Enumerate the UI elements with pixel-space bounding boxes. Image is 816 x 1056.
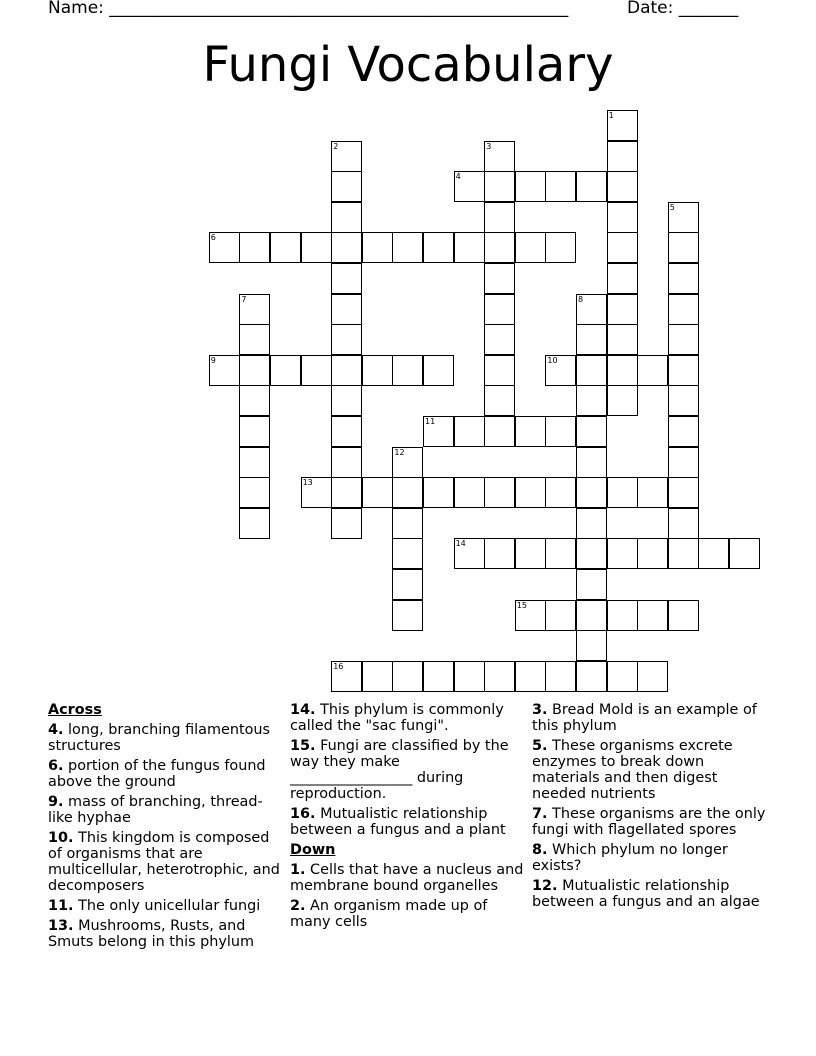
crossword-cell[interactable] xyxy=(362,355,393,386)
crossword-cell[interactable] xyxy=(454,232,485,263)
crossword-cell[interactable] xyxy=(331,447,362,478)
crossword-cell[interactable] xyxy=(545,171,576,202)
crossword-cell[interactable] xyxy=(515,661,546,692)
crossword-cell[interactable] xyxy=(331,202,362,233)
clue-item-text: An organism made up of many cells xyxy=(290,898,488,930)
crossword-cell[interactable] xyxy=(392,538,423,569)
crossword-cell[interactable] xyxy=(392,600,423,631)
clue-item xyxy=(532,702,768,734)
crossword-cell[interactable] xyxy=(545,600,576,631)
crossword-cell[interactable] xyxy=(515,600,546,631)
crossword-cell[interactable] xyxy=(423,416,454,447)
crossword-cell[interactable] xyxy=(637,600,668,631)
clue-item xyxy=(290,806,526,838)
clue-item-text: Which phylum no longer exists? xyxy=(532,842,728,874)
clue-item xyxy=(48,898,284,914)
clue-item-number: 15. xyxy=(290,738,316,754)
clue-number: 14 xyxy=(455,539,466,549)
crossword-cell[interactable] xyxy=(515,171,546,202)
crossword-cell[interactable] xyxy=(668,538,699,569)
clue-item-text: Mutualistic relationship between a fungus and a plant xyxy=(290,806,506,838)
crossword-cell[interactable] xyxy=(331,477,362,508)
clue-number: 15 xyxy=(516,600,527,610)
crossword-cell[interactable] xyxy=(668,447,699,478)
crossword-cell[interactable] xyxy=(668,324,699,355)
clue-item-number: 9. xyxy=(48,794,64,810)
name-line: Name: ______________________________________________________ xyxy=(48,0,569,18)
crossword-cell[interactable] xyxy=(576,569,607,600)
crossword-cell[interactable] xyxy=(392,355,423,386)
crossword-cell[interactable] xyxy=(423,232,454,263)
crossword-cell[interactable] xyxy=(484,661,515,692)
crossword-cell[interactable] xyxy=(576,324,607,355)
clue-item-text: portion of the fungus found above the ground xyxy=(48,758,266,790)
crossword-cell[interactable] xyxy=(576,416,607,447)
crossword-cell[interactable] xyxy=(607,141,638,172)
crossword-cell[interactable] xyxy=(576,447,607,478)
crossword-cell[interactable] xyxy=(484,385,515,416)
clue-item-number: 5. xyxy=(532,738,548,754)
clue-item-number: 4. xyxy=(48,722,64,738)
crossword-cell[interactable] xyxy=(239,508,270,539)
clue-item-number: 10. xyxy=(48,830,74,846)
crossword-cell[interactable] xyxy=(362,661,393,692)
crossword-cell[interactable] xyxy=(576,630,607,661)
clue-item xyxy=(290,738,526,802)
crossword-cell[interactable] xyxy=(239,416,270,447)
crossword-cell[interactable] xyxy=(545,538,576,569)
clue-item xyxy=(290,702,526,734)
crossword-cell[interactable] xyxy=(392,232,423,263)
crossword-cell[interactable] xyxy=(607,232,638,263)
crossword-cell[interactable] xyxy=(637,538,668,569)
crossword-cell[interactable] xyxy=(301,355,332,386)
down-clue-list-continued xyxy=(532,702,768,910)
crossword-cell[interactable] xyxy=(576,171,607,202)
crossword-cell[interactable] xyxy=(607,477,638,508)
crossword-cell[interactable] xyxy=(331,508,362,539)
crossword-cell[interactable] xyxy=(607,385,638,416)
crossword-cell[interactable] xyxy=(484,355,515,386)
clue-item-number: 8. xyxy=(532,842,548,858)
crossword-cell[interactable] xyxy=(576,538,607,569)
crossword-cell[interactable] xyxy=(484,263,515,294)
crossword-cell[interactable] xyxy=(331,385,362,416)
clue-number: 16 xyxy=(333,661,344,671)
crossword-cell[interactable] xyxy=(484,294,515,325)
crossword-cell[interactable] xyxy=(607,294,638,325)
crossword-cell[interactable] xyxy=(515,538,546,569)
crossword-cell[interactable] xyxy=(239,477,270,508)
crossword-cell[interactable] xyxy=(301,232,332,263)
page-title: Fungi Vocabulary xyxy=(202,37,614,93)
crossword-cell[interactable] xyxy=(423,355,454,386)
across-heading: Across xyxy=(48,702,102,718)
crossword-cell[interactable] xyxy=(454,477,485,508)
clue-item-text: Cells that have a nucleus and membrane bound organelles xyxy=(290,862,524,894)
crossword-cell[interactable] xyxy=(270,232,301,263)
crossword-cell[interactable] xyxy=(392,477,423,508)
crossword-cell[interactable] xyxy=(239,294,270,325)
crossword-cell[interactable] xyxy=(239,447,270,478)
crossword-cell[interactable] xyxy=(515,232,546,263)
crossword-cell[interactable] xyxy=(484,538,515,569)
clue-item xyxy=(290,898,526,930)
crossword-cell[interactable] xyxy=(362,232,393,263)
crossword-cell[interactable] xyxy=(423,477,454,508)
clue-item xyxy=(532,806,768,838)
crossword-cell[interactable] xyxy=(668,263,699,294)
crossword-cell[interactable] xyxy=(484,324,515,355)
crossword-cell[interactable] xyxy=(454,661,485,692)
crossword-cell[interactable] xyxy=(392,569,423,600)
clue-item xyxy=(48,758,284,790)
clue-number: 13 xyxy=(302,478,313,488)
across-clue-list-continued xyxy=(290,702,526,838)
crossword-cell[interactable] xyxy=(607,263,638,294)
clue-item xyxy=(532,738,768,802)
crossword-cell[interactable] xyxy=(392,661,423,692)
crossword-cell[interactable] xyxy=(576,661,607,692)
clue-item-text: The only unicellular fungi xyxy=(73,898,261,914)
crossword-cell[interactable] xyxy=(607,324,638,355)
clue-item xyxy=(48,830,284,894)
clue-item-number: 7. xyxy=(532,806,548,822)
crossword-cell[interactable] xyxy=(545,661,576,692)
clue-item-text: Mutualistic relationship between a fungus and an algae xyxy=(532,878,760,910)
clue-item-text: This phylum is commonly called the "sac fungi". xyxy=(290,702,504,734)
clue-number: 7 xyxy=(241,294,247,304)
crossword-cell[interactable] xyxy=(484,202,515,233)
clue-item-number: 6. xyxy=(48,758,64,774)
clue-item-number: 16. xyxy=(290,806,316,822)
crossword-cell[interactable] xyxy=(392,447,423,478)
crossword-cell[interactable] xyxy=(331,294,362,325)
clue-item-number: 11. xyxy=(48,898,74,914)
crossword-cell[interactable] xyxy=(637,355,668,386)
crossword-cell[interactable] xyxy=(576,355,607,386)
crossword-cell[interactable] xyxy=(545,232,576,263)
clue-number: 5 xyxy=(669,202,675,212)
crossword-cell[interactable] xyxy=(331,232,362,263)
crossword-cell[interactable] xyxy=(209,232,240,263)
clue-item-text: Bread Mold is an example of this phylum xyxy=(532,702,757,734)
clue-number: 9 xyxy=(210,355,216,365)
crossword-cell[interactable] xyxy=(576,600,607,631)
clue-item-text: Fungi are classified by the way they make _________________ during reproduction. xyxy=(290,738,509,802)
clues-column-3 xyxy=(532,702,768,914)
crossword-cell[interactable] xyxy=(607,661,638,692)
crossword-cell[interactable] xyxy=(331,324,362,355)
crossword-cell[interactable] xyxy=(668,385,699,416)
across-clue-list xyxy=(48,722,284,950)
crossword-cell[interactable] xyxy=(239,232,270,263)
crossword-cell[interactable] xyxy=(607,600,638,631)
clue-item-text: These organisms excrete enzymes to break down materials and then digest needed nutrients xyxy=(532,738,733,802)
clues-column-1 xyxy=(48,702,284,954)
clue-item xyxy=(290,862,526,894)
crossword-cell[interactable] xyxy=(239,324,270,355)
crossword-cell[interactable] xyxy=(362,477,393,508)
clue-item-number: 1. xyxy=(290,862,306,878)
crossword-cell[interactable] xyxy=(637,477,668,508)
crossword-cell[interactable] xyxy=(454,171,485,202)
clue-number: 12 xyxy=(394,447,405,457)
crossword-cell[interactable] xyxy=(545,477,576,508)
crossword-cell[interactable] xyxy=(209,355,240,386)
clue-number: 2 xyxy=(333,141,339,151)
crossword-cell[interactable] xyxy=(668,600,699,631)
crossword-cell[interactable] xyxy=(607,538,638,569)
crossword-cell[interactable] xyxy=(239,385,270,416)
down-heading: Down xyxy=(290,842,336,858)
crossword-cell[interactable] xyxy=(515,477,546,508)
crossword-cell[interactable] xyxy=(484,141,515,172)
crossword-cell[interactable] xyxy=(607,171,638,202)
clue-number: 6 xyxy=(210,233,216,243)
crossword-cell[interactable] xyxy=(270,355,301,386)
crossword-cell[interactable] xyxy=(331,171,362,202)
crossword-cell[interactable] xyxy=(607,355,638,386)
crossword-cell[interactable] xyxy=(545,416,576,447)
clue-item xyxy=(532,878,768,910)
crossword-cell[interactable] xyxy=(545,355,576,386)
crossword-cell[interactable] xyxy=(607,110,638,141)
clues-column-2 xyxy=(290,702,526,934)
clue-item xyxy=(48,918,284,950)
crossword-cell[interactable] xyxy=(484,171,515,202)
clue-number: 3 xyxy=(486,141,492,151)
crossword-cell[interactable] xyxy=(454,538,485,569)
clue-number: 10 xyxy=(547,355,558,365)
crossword-cell[interactable] xyxy=(331,661,362,692)
clue-item-number: 2. xyxy=(290,898,306,914)
clue-number: 8 xyxy=(578,294,584,304)
clue-number: 11 xyxy=(425,417,436,426)
crossword-cell[interactable] xyxy=(668,294,699,325)
crossword-cell[interactable] xyxy=(576,385,607,416)
crossword-cell[interactable] xyxy=(331,355,362,386)
clue-item-text: Mushrooms, Rusts, and Smuts belong in this phylum xyxy=(48,918,255,950)
clue-item xyxy=(48,794,284,826)
crossword-cell[interactable] xyxy=(637,661,668,692)
clue-item-text: This kingdom is composed of organisms that are multicellular, heterotrophic, and decomposers xyxy=(48,830,280,894)
clue-item-number: 12. xyxy=(532,878,558,894)
clue-item-text: long, branching filamentous structures xyxy=(48,722,271,754)
clue-item-number: 14. xyxy=(290,702,316,718)
crossword-cell[interactable] xyxy=(331,263,362,294)
crossword-cell[interactable] xyxy=(392,508,423,539)
crossword-cell[interactable] xyxy=(668,508,699,539)
clue-item-number: 13. xyxy=(48,918,74,934)
crossword-cell[interactable] xyxy=(607,202,638,233)
crossword-cell[interactable] xyxy=(668,355,699,386)
crossword-cell[interactable] xyxy=(576,294,607,325)
date-line: Date: _______ xyxy=(627,0,739,18)
crossword-cell[interactable] xyxy=(576,508,607,539)
crossword-cell[interactable] xyxy=(668,477,699,508)
clue-item xyxy=(48,722,284,754)
crossword-cell[interactable] xyxy=(515,416,546,447)
clue-number: 4 xyxy=(455,172,461,182)
crossword-cell[interactable] xyxy=(484,232,515,263)
clue-item-number: 3. xyxy=(532,702,548,718)
crossword-cell[interactable] xyxy=(698,538,729,569)
crossword-cell[interactable] xyxy=(454,416,485,447)
clue-number: 1 xyxy=(608,111,614,120)
crossword-cell[interactable] xyxy=(423,661,454,692)
clue-item-text: These organisms are the only fungi with flagellated spores xyxy=(532,806,766,838)
crossword-cell[interactable] xyxy=(331,416,362,447)
crossword-cell[interactable] xyxy=(729,538,760,569)
crossword-cell[interactable] xyxy=(668,202,699,233)
crossword-cell[interactable] xyxy=(331,141,362,172)
crossword-cell[interactable] xyxy=(484,477,515,508)
crossword-cell[interactable] xyxy=(239,355,270,386)
crossword-cell[interactable] xyxy=(668,232,699,263)
crossword-cell[interactable] xyxy=(301,477,332,508)
clue-item-text: mass of branching, thread-like hyphae xyxy=(48,794,263,826)
crossword-cell[interactable] xyxy=(668,416,699,447)
clue-item xyxy=(532,842,768,874)
down-clue-list xyxy=(290,862,526,930)
crossword-cell[interactable] xyxy=(576,477,607,508)
crossword-cell[interactable] xyxy=(484,416,515,447)
